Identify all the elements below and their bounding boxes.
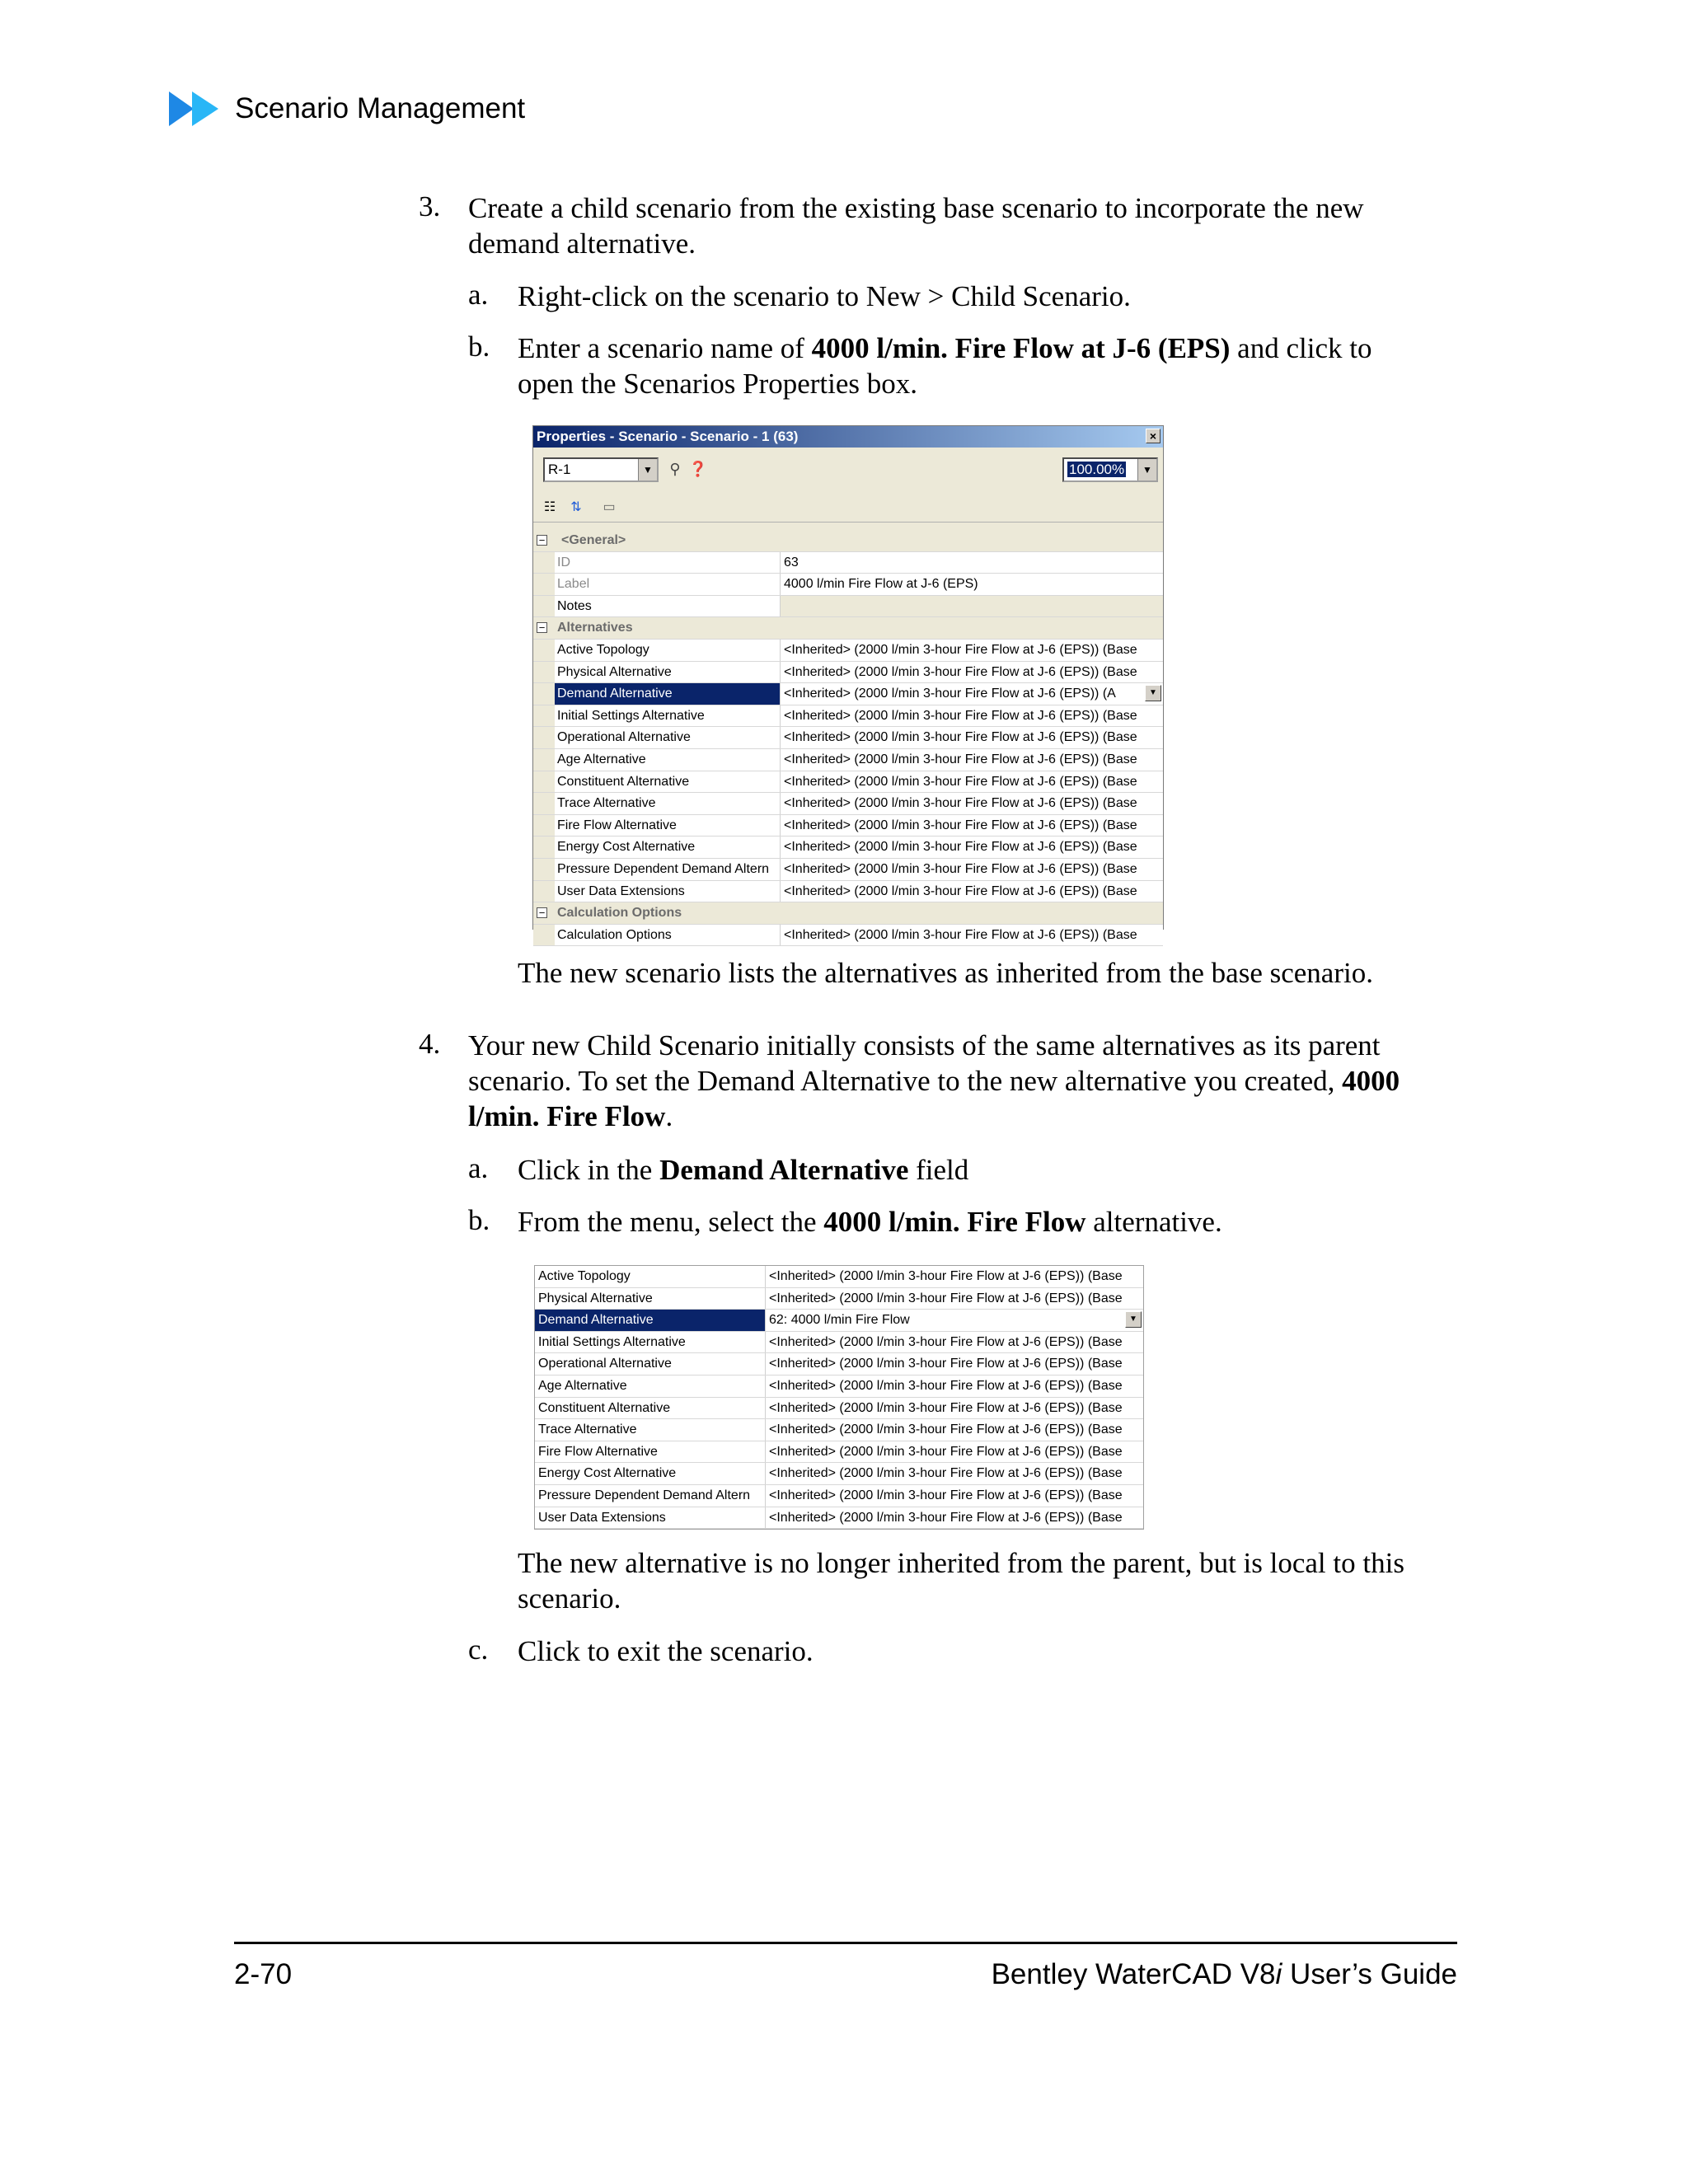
step-3a-text: Right-click on the scenario to New > Child Scenario. bbox=[518, 280, 1131, 312]
grid-row-operational[interactable]: Operational Alternative <Inherited> (2000 l/min 3-hour Fire Flow at J-6 (EPS)) (Base bbox=[535, 1353, 1143, 1376]
grid-row-demand-alternative[interactable]: Demand Alternative 62: 4000 l/min Fire Flow ▼ bbox=[535, 1310, 1143, 1332]
bentley-logo-icon bbox=[169, 91, 220, 126]
property-row-calculation-options[interactable]: Calculation Options <Inherited> (2000 l/min 3-hour Fire Flow at J-6 (EPS)) (Base bbox=[533, 925, 1163, 947]
page-header bbox=[169, 88, 525, 129]
grid-row-constituent[interactable]: Constituent Alternative <Inherited> (2000 l/min 3-hour Fire Flow at J-6 (EPS)) (Base bbox=[535, 1398, 1143, 1420]
guide-title: Bentley WaterCAD V8i User’s Guide bbox=[991, 1958, 1457, 1990]
property-pages-icon[interactable]: ▭ bbox=[603, 500, 616, 514]
collapse-icon[interactable]: − bbox=[537, 907, 547, 918]
collapse-icon[interactable]: − bbox=[537, 622, 547, 633]
step-4-text: Your new Child Scenario initially consists of the same alternatives as its parent scenario. To set the Demand Alternative to the new alternative you created, 4000 l/min. Fire Flow. bbox=[468, 1029, 1400, 1132]
step-4a-label: a. bbox=[468, 1152, 489, 1184]
chevron-down-icon[interactable]: ▼ bbox=[1137, 459, 1156, 480]
step-4-number: 4. bbox=[419, 1028, 441, 1060]
help-icon[interactable]: ❓ bbox=[688, 461, 708, 477]
alternatives-grid bbox=[534, 1265, 1144, 1530]
category-general[interactable]: − <General> bbox=[533, 530, 1163, 552]
grid-row-physical-alternative[interactable]: Physical Alternative <Inherited> (2000 l/min 3-hour Fire Flow at J-6 (EPS)) (Base bbox=[535, 1288, 1143, 1310]
property-row-label[interactable]: Label 4000 l/min Fire Flow at J-6 (EPS) bbox=[533, 574, 1163, 596]
property-row-pressure-dependent[interactable]: Pressure Dependent Demand Altern <Inherited> (2000 l/min 3-hour Fire Flow at J-6 (EPS)) (Base bbox=[533, 859, 1163, 881]
grid-row-age[interactable]: Age Alternative <Inherited> (2000 l/min 3-hour Fire Flow at J-6 (EPS)) (Base bbox=[535, 1376, 1143, 1398]
grid-row-trace[interactable]: Trace Alternative <Inherited> (2000 l/min 3-hour Fire Flow at J-6 (EPS)) (Base bbox=[535, 1419, 1143, 1441]
property-row-user-data[interactable]: User Data Extensions <Inherited> (2000 l/min 3-hour Fire Flow at J-6 (EPS)) (Base bbox=[533, 881, 1163, 903]
page-number: 2-70 bbox=[234, 1958, 293, 1990]
chevron-down-icon[interactable]: ▼ bbox=[1125, 1311, 1142, 1328]
property-row-operational[interactable]: Operational Alternative <Inherited> (2000 l/min 3-hour Fire Flow at J-6 (EPS)) (Base bbox=[533, 727, 1163, 749]
property-row-constituent[interactable]: Constituent Alternative <Inherited> (2000 l/min 3-hour Fire Flow at J-6 (EPS)) (Base bbox=[533, 771, 1163, 794]
categorized-view-icon[interactable]: ☷ bbox=[543, 500, 556, 514]
step-3a-label: a. bbox=[468, 279, 489, 311]
step-3b-label: b. bbox=[468, 330, 490, 363]
property-row-age[interactable]: Age Alternative <Inherited> (2000 l/min 3-hour Fire Flow at J-6 (EPS)) (Base bbox=[533, 749, 1163, 771]
step-3b-text: Enter a scenario name of 4000 l/min. Fire Flow at J-6 (EPS) and click to open the Scenarios Properties box. bbox=[518, 332, 1372, 400]
property-row-notes[interactable]: Notes bbox=[533, 596, 1163, 618]
window-title: Properties - Scenario - Scenario - 1 (63) bbox=[537, 429, 799, 444]
step-4a-text: Click in the Demand Alternative field bbox=[518, 1154, 969, 1186]
element-select[interactable]: R-1 ▼ bbox=[543, 457, 659, 482]
step-4b-text: From the menu, select the 4000 l/min. Fire Flow alternative. bbox=[518, 1206, 1222, 1238]
window-titlebar bbox=[533, 426, 1163, 448]
step-3-text: Create a child scenario from the existing base scenario to incorporate the new demand alternative. bbox=[468, 192, 1364, 260]
close-button[interactable]: × bbox=[1146, 429, 1160, 443]
toolbar-view bbox=[533, 494, 1163, 523]
grid-row-active-topology[interactable]: Active Topology <Inherited> (2000 l/min 3-hour Fire Flow at J-6 (EPS)) (Base bbox=[535, 1266, 1143, 1288]
grid-row-user-data[interactable]: User Data Extensions <Inherited> (2000 l/min 3-hour Fire Flow at J-6 (EPS)) (Base bbox=[535, 1507, 1143, 1530]
property-row-physical-alternative[interactable]: Physical Alternative <Inherited> (2000 l/min 3-hour Fire Flow at J-6 (EPS)) (Base bbox=[533, 662, 1163, 684]
collapse-icon[interactable]: − bbox=[537, 535, 547, 546]
step-4b-label: b. bbox=[468, 1204, 490, 1236]
property-row-initial-settings[interactable]: Initial Settings Alternative <Inherited> (2000 l/min 3-hour Fire Flow at J-6 (EPS)) (Base bbox=[533, 705, 1163, 728]
toolbar-top bbox=[533, 451, 1163, 490]
category-calculation-options[interactable]: − Calculation Options bbox=[533, 902, 1163, 925]
step-4-caption: The new alternative is no longer inherited from the parent, but is local to this scenario. bbox=[518, 1547, 1404, 1615]
grid-row-pressure-dependent[interactable]: Pressure Dependent Demand Altern <Inherited> (2000 l/min 3-hour Fire Flow at J-6 (EPS)) (Base bbox=[535, 1485, 1143, 1507]
property-row-energy-cost[interactable]: Energy Cost Alternative <Inherited> (2000 l/min 3-hour Fire Flow at J-6 (EPS)) (Base bbox=[533, 837, 1163, 859]
category-alternatives[interactable]: − Alternatives bbox=[533, 617, 1163, 640]
chevron-down-icon[interactable]: ▼ bbox=[1145, 685, 1161, 701]
step-4c-label: c. bbox=[468, 1633, 489, 1666]
sort-alpha-icon[interactable]: ⇅ bbox=[570, 500, 582, 514]
find-element-icon[interactable]: ⚲ bbox=[669, 461, 681, 477]
property-row-active-topology[interactable]: Active Topology <Inherited> (2000 l/min 3-hour Fire Flow at J-6 (EPS)) (Base bbox=[533, 640, 1163, 662]
property-row-fire-flow[interactable]: Fire Flow Alternative <Inherited> (2000 l/min 3-hour Fire Flow at J-6 (EPS)) (Base bbox=[533, 815, 1163, 837]
grid-row-initial-settings[interactable]: Initial Settings Alternative <Inherited> (2000 l/min 3-hour Fire Flow at J-6 (EPS)) (Base bbox=[535, 1332, 1143, 1354]
step-3-caption: The new scenario lists the alternatives as inherited from the base scenario. bbox=[518, 957, 1373, 989]
property-row-trace[interactable]: Trace Alternative <Inherited> (2000 l/min 3-hour Fire Flow at J-6 (EPS)) (Base bbox=[533, 793, 1163, 815]
grid-row-energy-cost[interactable]: Energy Cost Alternative <Inherited> (2000 l/min 3-hour Fire Flow at J-6 (EPS)) (Base bbox=[535, 1463, 1143, 1485]
property-grid bbox=[533, 530, 1163, 946]
properties-window bbox=[532, 425, 1164, 942]
step-3-number: 3. bbox=[419, 190, 441, 223]
zoom-select[interactable]: 100.00% ▼ bbox=[1062, 457, 1158, 482]
grid-row-fire-flow[interactable]: Fire Flow Alternative <Inherited> (2000 l/min 3-hour Fire Flow at J-6 (EPS)) (Base bbox=[535, 1441, 1143, 1464]
property-row-id[interactable]: ID 63 bbox=[533, 552, 1163, 574]
property-row-demand-alternative[interactable]: Demand Alternative <Inherited> (2000 l/min 3-hour Fire Flow at J-6 (EPS)) (A ▼ bbox=[533, 683, 1163, 705]
step-4c-text: Click to exit the scenario. bbox=[518, 1635, 814, 1667]
chevron-down-icon[interactable]: ▼ bbox=[638, 459, 657, 480]
footer-rule bbox=[234, 1942, 1457, 1944]
section-title: Scenario Management bbox=[235, 92, 526, 124]
